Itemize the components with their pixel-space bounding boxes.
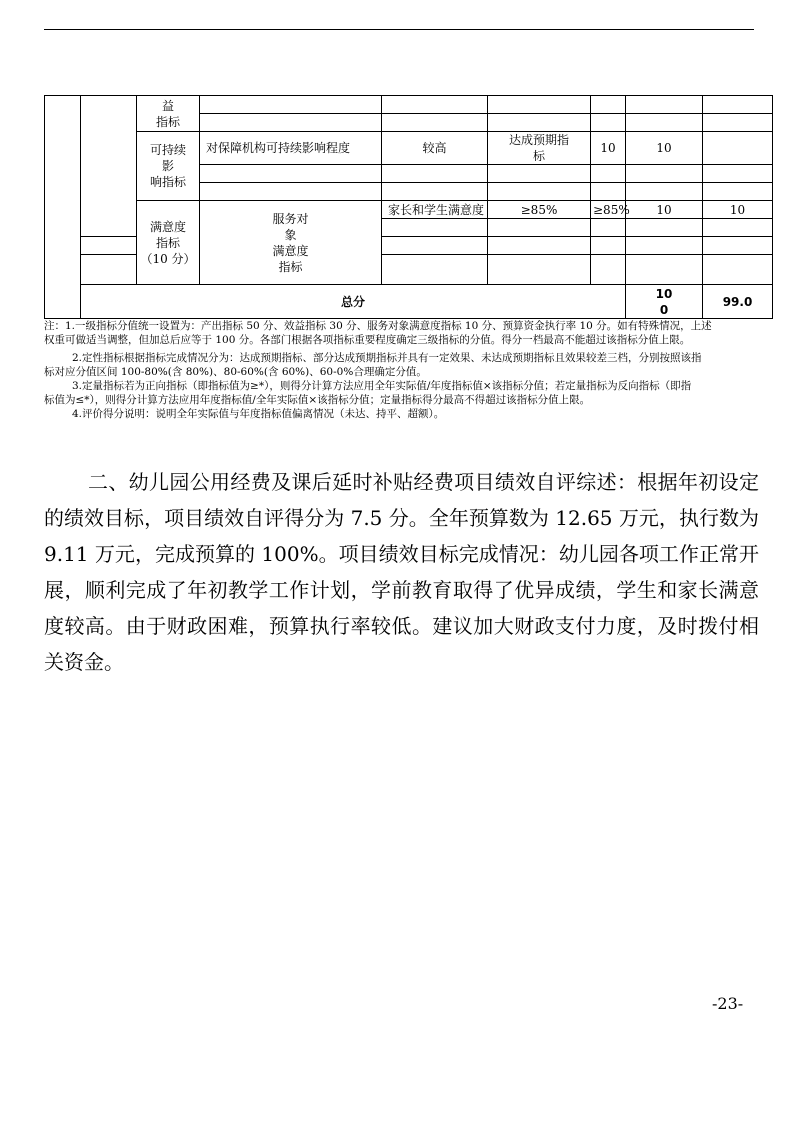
- header-rule: [44, 29, 754, 30]
- sustain-label-cell: 可持续 影 响指标: [137, 132, 200, 201]
- satisfaction-target: ≥85%: [488, 201, 591, 219]
- sustain-weight: 10: [591, 132, 626, 165]
- label-yi: 益: [161, 98, 174, 113]
- satisfaction-indicator-name: 家长和学生满意度: [382, 201, 488, 219]
- satisfaction-weight: 10: [626, 201, 703, 219]
- note-1b: 权重可做适当调整，但加总后应等于 100 分。各部门根据各项指标重要程度确定三级指标的分值。得分一档最高不能超过该指标分值上限。: [44, 334, 691, 346]
- note-1a: 注：1.一级指标分值统一设置为：产出指标 50 分、效益指标 30 分、服务对象满意度指标 10 分、预算资金执行率 10 分。如有特殊情况，上述: [44, 320, 712, 332]
- note-2a: 2.定性指标根据指标完成情况分为：达成预期指标、部分达成预期指标并具有一定效果、未达成预期指标且效果较差三档，分别按照该指: [72, 352, 702, 364]
- sustain-actual: 达成预期指 标: [488, 132, 591, 165]
- satisfaction-level2-cell: 服务对 象 满意度 指标: [200, 201, 382, 285]
- table-row: [45, 96, 773, 114]
- summary-paragraph: 二、幼儿园公用经费及课后延时补贴经费项目绩效自评综述：根据年初设定的绩效目标，项目绩效自评得分为 7.5 分。全年预算数为 12.65 万元，执行数为 9.11 万元，完成预算的 100%。项目绩效目标完成情况：幼儿园各项工作正常开展，顺利完成了年初教学工作计划，学前教育取得了优异成绩，学生和家长满意度较高。由于财政困难，预算执行率较低。建议加大财政支付力度，及时拨付相关资金。: [44, 470, 759, 674]
- satisfaction-level1-cell: 满意度 指标 （10 分）: [137, 201, 200, 285]
- sustain-indicator-name: 对保障机构可持续影响程度: [200, 132, 382, 165]
- sustain-target: 较高: [382, 132, 488, 165]
- sustain-score: 10: [626, 132, 703, 165]
- note-3b: 标值为≤*），则得分计算方法应用年度指标值/全年实际值×该指标分值；定量指标得分最高不得超过该指标分值上限。: [44, 394, 591, 406]
- note-2b: 标对应分值区间 100-80%(含 80%)、80-60%(含 60%)、60-0%合理确定分值。: [44, 366, 427, 378]
- total-score: 99.0: [703, 285, 773, 319]
- level1-cell-benefit: [45, 96, 81, 319]
- total-label: 总分: [81, 285, 626, 319]
- note-4: 4.评价得分说明：说明全年实际值与年度指标值偏离情况（未达、持平、超额）。: [72, 408, 445, 420]
- total-row: [45, 285, 773, 319]
- satisfaction-actual: ≥85%: [591, 201, 626, 219]
- level2-label-benefit: [137, 96, 200, 132]
- table-notes: [44, 319, 772, 421]
- level2-cell-benefit: [81, 96, 137, 237]
- table-row: [45, 201, 773, 219]
- page-number: -23-: [712, 994, 744, 1013]
- note-3a: 3.定量指标若为正向指标（即指标值为≥*），则得分计算方法应用全年实际值/年度指标值×该指标分值；若定量指标为反向指标（即指: [72, 380, 692, 392]
- satisfaction-score: 10: [703, 201, 773, 219]
- table-row: [45, 132, 773, 165]
- total-weight: 10 0: [626, 285, 703, 319]
- label-zhibiao: 指标: [155, 114, 180, 129]
- performance-table: [44, 95, 773, 319]
